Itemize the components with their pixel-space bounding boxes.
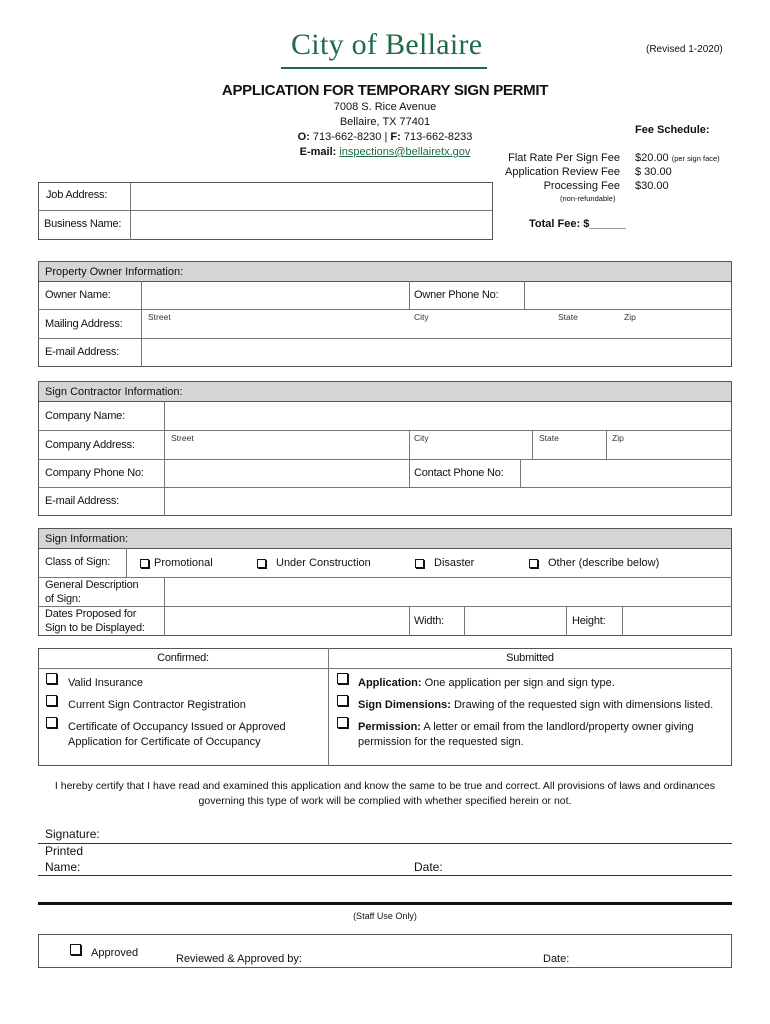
business-name-field[interactable] — [132, 212, 490, 238]
width-label: Width: — [414, 615, 444, 627]
address-street: 7008 S. Rice Avenue — [333, 101, 437, 113]
certification-line-2: governing this type of work will be complied with whether specified herein or not. — [198, 795, 572, 807]
general-description-label: General Description of Sign: — [45, 579, 139, 605]
checkbox-icon[interactable] — [46, 717, 57, 728]
street-hint: Street — [171, 433, 194, 443]
total-fee: Total Fee: $______ — [529, 218, 627, 230]
street-hint: Street — [148, 312, 171, 322]
email-label: E-mail: — [299, 146, 337, 158]
option-other[interactable]: Other (describe below) — [529, 557, 659, 569]
fee-schedule-heading: Fee Schedule: — [635, 124, 710, 136]
contractor-email-field[interactable] — [166, 489, 730, 514]
company-name-field[interactable] — [166, 403, 730, 428]
city-hint: City — [414, 433, 429, 443]
zip-hint: Zip — [612, 433, 624, 443]
phone-label: O: — [297, 131, 310, 143]
contractor-section-header: Sign Contractor Information: — [38, 381, 732, 402]
checkbox-icon[interactable] — [337, 673, 348, 684]
submitted-item: Application: One application per sign and sign type. — [358, 677, 615, 689]
owner-phone-field[interactable] — [526, 283, 730, 307]
submitted-item-cont: permission for the requested sign. — [358, 736, 524, 748]
staff-box — [38, 934, 732, 968]
job-address-label: Job Address: — [46, 189, 108, 201]
checkbox-icon[interactable] — [337, 695, 348, 706]
date-label: Date: — [414, 860, 443, 874]
email-link[interactable]: inspections@bellairetx.gov — [339, 146, 471, 158]
address-city: Bellaire, TX 77401 — [339, 116, 431, 128]
contact-phone-field[interactable] — [522, 461, 730, 485]
dates-proposed-label: Dates Proposed for Sign to be Displayed: — [45, 608, 145, 634]
reviewed-by-label: Reviewed & Approved by: — [176, 953, 302, 965]
confirmed-item: Certificate of Occupancy Issued or Approved — [68, 721, 286, 733]
height-field[interactable] — [624, 608, 730, 634]
page-title: APPLICATION FOR TEMPORARY SIGN PERMIT — [221, 82, 549, 99]
confirmed-item: Current Sign Contractor Registration — [68, 699, 246, 711]
owner-phone-label: Owner Phone No: — [414, 289, 499, 301]
date-field[interactable] — [446, 858, 730, 874]
submitted-item: Permission: A letter or email from the landlord/property owner giving — [358, 721, 694, 733]
state-hint: State — [558, 312, 578, 322]
company-phone-label: Company Phone No: — [45, 467, 144, 479]
staff-use-label: (Staff Use Only) — [353, 911, 417, 921]
fax-label: F: — [390, 131, 401, 143]
width-field[interactable] — [466, 608, 564, 634]
logo-underline — [281, 67, 487, 69]
signature-label: Signature: — [45, 827, 100, 841]
owner-name-field[interactable] — [143, 283, 407, 307]
city-logo: City of Bellaire — [291, 28, 483, 61]
sign-section-header: Sign Information: — [38, 528, 732, 549]
mailing-address-field[interactable] — [143, 311, 730, 336]
signature-field[interactable] — [100, 826, 730, 842]
non-refundable-note: (non-refundable) — [560, 194, 616, 203]
fee-value: $20.00 (per sign face) — [635, 152, 720, 164]
revision-date: (Revised 1-2020) — [646, 44, 723, 55]
state-hint: State — [539, 433, 559, 443]
approved-label: Approved — [91, 947, 139, 959]
printed-name-field[interactable] — [90, 858, 400, 874]
general-description-field[interactable] — [166, 579, 730, 604]
submitted-item: Sign Dimensions: Drawing of the requested sign with dimensions listed. — [358, 699, 714, 711]
owner-email-label: E-mail Address: — [45, 346, 120, 358]
fee-label: Flat Rate Per Sign Fee — [508, 152, 620, 164]
business-name-label: Business Name: — [44, 218, 122, 230]
checkbox-icon[interactable] — [257, 559, 266, 568]
company-phone-field[interactable] — [166, 461, 407, 485]
checkbox-icon[interactable] — [70, 944, 81, 955]
contractor-email-label: E-mail Address: — [45, 495, 120, 507]
option-under-construction[interactable]: Under Construction — [257, 557, 371, 569]
checkbox-icon[interactable] — [529, 559, 538, 568]
owner-section-header: Property Owner Information: — [38, 261, 732, 282]
checkbox-icon[interactable] — [140, 559, 149, 568]
class-of-sign-label: Class of Sign: — [45, 556, 111, 568]
owner-name-label: Owner Name: — [45, 289, 111, 301]
owner-email-field[interactable] — [143, 340, 730, 365]
city-hint: City — [414, 312, 429, 322]
contact-phone-label: Contact Phone No: — [414, 467, 504, 479]
job-address-field[interactable] — [132, 184, 490, 208]
fee-value: $ 30.00 — [635, 166, 672, 178]
checkbox-icon[interactable] — [415, 559, 424, 568]
separator: | — [384, 131, 388, 143]
fee-value: $30.00 — [635, 180, 669, 192]
company-address-field[interactable] — [166, 432, 730, 457]
height-label: Height: — [572, 615, 606, 627]
phone-number: 713-662-8230 — [312, 131, 382, 143]
printed-label: Printed — [45, 844, 84, 858]
confirmed-item-cont: Application for Certificate of Occupancy — [68, 736, 261, 748]
zip-hint: Zip — [624, 312, 636, 322]
confirmed-item: Valid Insurance — [68, 677, 144, 689]
company-name-label: Company Name: — [45, 410, 125, 422]
dates-proposed-field[interactable] — [166, 608, 407, 634]
option-disaster[interactable]: Disaster — [415, 557, 474, 569]
mailing-address-label: Mailing Address: — [45, 318, 123, 330]
name-label: Name: — [45, 860, 81, 874]
checkbox-icon[interactable] — [46, 673, 57, 684]
certification-line-1: I hereby certify that I have read and examined this application and know the same to be true and correct. All provisions of laws and ordinances — [54, 780, 716, 792]
checkbox-icon[interactable] — [46, 695, 57, 706]
checkbox-icon[interactable] — [337, 717, 348, 728]
staff-divider — [38, 902, 732, 905]
fax-number: 713-662-8233 — [403, 131, 473, 143]
staff-date-label: Date: — [543, 953, 570, 965]
submitted-heading: Submitted — [506, 652, 554, 664]
confirmed-heading: Confirmed: — [157, 652, 209, 664]
company-address-label: Company Address: — [45, 439, 135, 451]
fee-label: Application Review Fee — [505, 166, 620, 178]
option-promotional[interactable]: Promotional — [140, 557, 213, 569]
fee-label: Processing Fee — [543, 180, 620, 192]
